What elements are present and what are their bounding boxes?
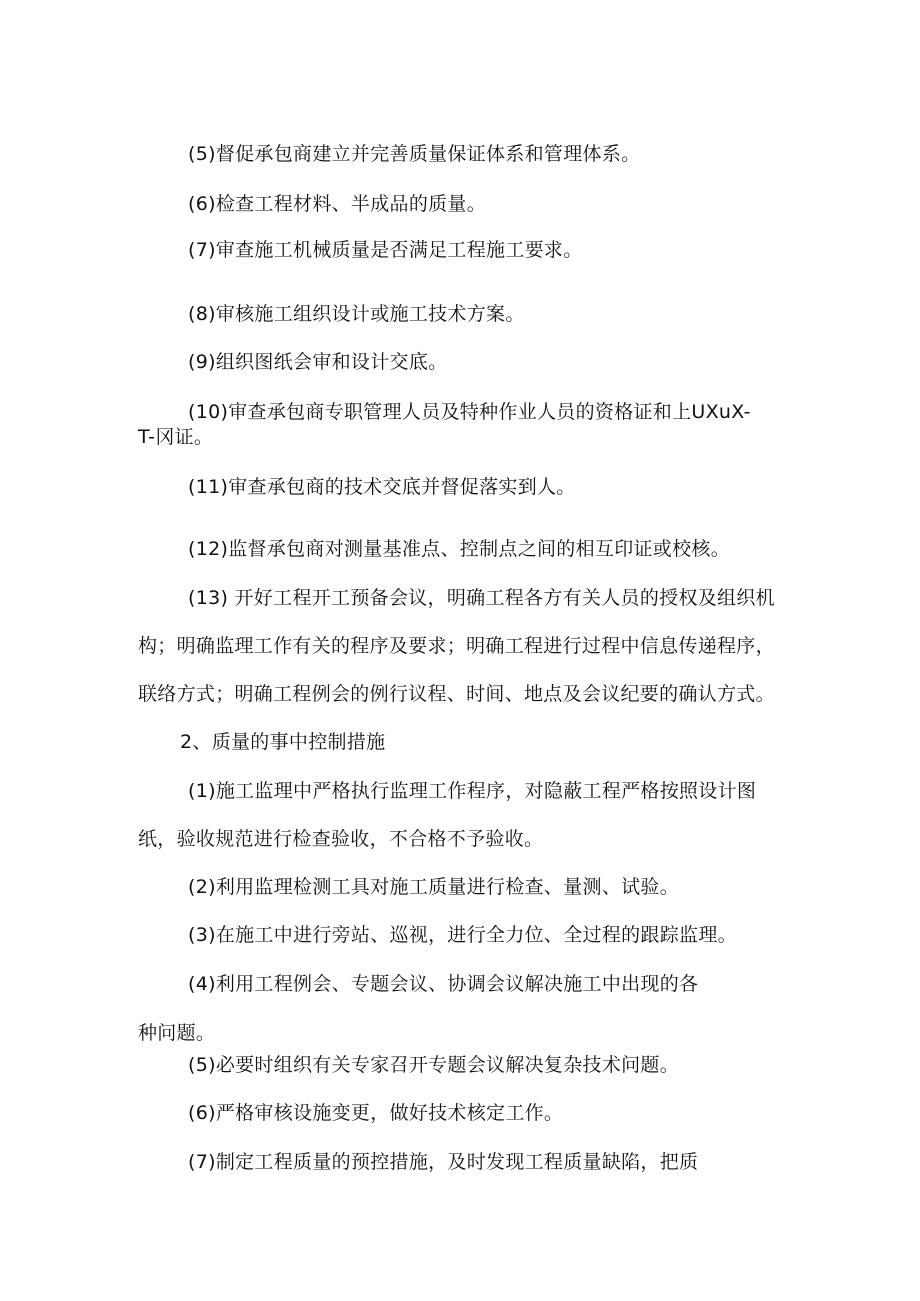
text-line: T-冈证。: [138, 426, 214, 448]
text-line: (11)审查承包商的技术交底并督促落实到人。: [188, 476, 576, 498]
text-line: (7)制定工程质量的预控措施，及时发现工程质量缺陷，把质: [188, 1151, 699, 1173]
text-line: (1)施工监理中严格执行监理工作程序，对隐蔽工程严格按照设计图: [188, 780, 757, 802]
text-line: (7)审查施工机械质量是否满足工程施工要求。: [188, 239, 583, 261]
text-line: (9)组织图纸会审和设计交底。: [188, 351, 448, 373]
section-heading: 2、质量的事中控制措施: [180, 731, 386, 753]
text-line: (5)必要时组织有关专家召开专题会议解决复杂技术问题。: [188, 1054, 680, 1076]
text-line: (6)严格审核设施变更，做好技术核定工作。: [188, 1102, 564, 1124]
text-line: (6)检查工程材料、半成品的质量。: [188, 193, 487, 215]
text-line: 联络方式；明确工程例会的例行议程、时间、地点及会议纪要的确认方式。: [138, 683, 775, 705]
text-line: 种问题。: [138, 1022, 216, 1044]
text-line: (3)在施工中进行旁站、巡视，进行全力位、全过程的跟踪监理。: [188, 924, 737, 946]
text-line: (2)利用监理检测工具对施工质量进行检查、量测、试验。: [188, 876, 680, 898]
text-line: (10)审查承包商专职管理人员及特种作业人员的资格证和上UXuX-: [188, 401, 751, 423]
text-line: (8)审核施工组织设计或施工技术方案。: [188, 303, 525, 325]
text-line: 纸，验收规范进行检查验收，不合格不予验收。: [138, 828, 544, 850]
text-line: (5)督促承包商建立并完善质量保证体系和管理体系。: [188, 143, 641, 165]
text-line: 构；明确监理工作有关的程序及要求；明确工程进行过程中信息传递程序，: [138, 635, 775, 657]
text-line: (13) 开好工程开工预备会议，明确工程各方有关人员的授权及组织机: [188, 587, 775, 609]
text-line: (4)利用工程例会、专题会议、协调会议解决施工中出现的各: [188, 973, 699, 995]
text-line: (12)监督承包商对测量基准点、控制点之间的相互印证或校核。: [188, 538, 731, 560]
